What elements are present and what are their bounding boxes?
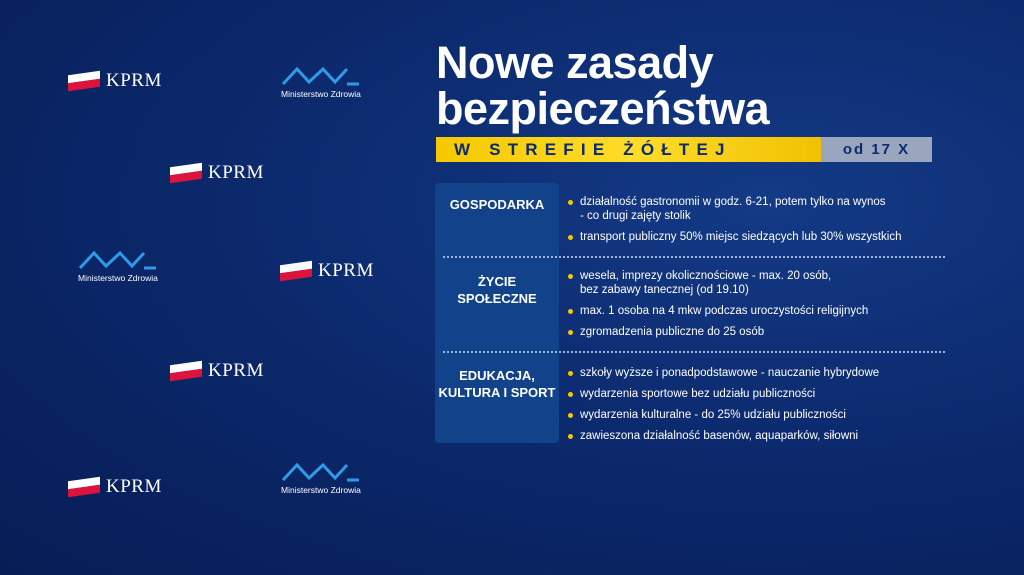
category-gospodarka: GOSPODARKA: [449, 197, 545, 212]
ministerstwo-zdrowia-logo: [281, 460, 365, 495]
bullet-icon: [568, 200, 573, 205]
list-item: zgromadzenia publiczne do 25 osób: [568, 325, 968, 339]
section-divider: [443, 351, 945, 353]
list-item: transport publiczny 50% miejsc siedzących lub 30% wszystkich: [568, 230, 968, 244]
bullet-icon: [568, 274, 573, 279]
bullet-icon: [568, 434, 573, 439]
section-divider: [443, 256, 945, 258]
kprm-logo: [68, 476, 162, 498]
bullet-icon: [568, 309, 573, 314]
kprm-logo: [170, 360, 264, 382]
polish-flag-icon: [170, 163, 202, 183]
date-badge: [821, 137, 932, 162]
ministerstwo-zdrowia-logo: [78, 248, 162, 283]
polish-flag-icon: [280, 261, 312, 281]
mz-wave-icon: [78, 248, 158, 272]
ministerstwo-zdrowia-logo: [281, 64, 365, 99]
polish-flag-icon: [170, 361, 202, 381]
category-edukacja-kultura-sport: EDUKACJA, KULTURA I SPORT: [438, 368, 556, 400]
section-gospodarka-items: [568, 195, 968, 251]
bullet-icon: [568, 330, 573, 335]
list-item: wydarzenia kulturalne - do 25% udziału publiczności: [568, 408, 968, 422]
title-line-1: Nowe zasady: [436, 37, 714, 88]
kprm-logo: [68, 70, 162, 92]
mz-wave-icon: [281, 64, 361, 88]
kprm-logo-text: KPRM: [208, 360, 264, 381]
kprm-logo: [170, 162, 264, 184]
list-item: szkoły wyższe i ponadpodstawowe - nauczanie hybrydowe: [568, 366, 968, 380]
kprm-logo-text: KPRM: [106, 476, 162, 497]
category-panel: [435, 183, 559, 443]
bullet-icon: [568, 371, 573, 376]
mz-logo-text: Ministerstwo Zdrowia: [281, 485, 361, 495]
list-item: działalność gastronomii w godz. 6-21, potem tylko na wynos - co drugi zajęty stolik: [568, 195, 968, 223]
page-title: [436, 37, 770, 134]
bullet-icon: [568, 392, 573, 397]
mz-logo-text: Ministerstwo Zdrowia: [281, 89, 361, 99]
list-item: max. 1 osoba na 4 mkw podczas uroczystości religijnych: [568, 304, 968, 318]
date-badge-text: od 17 X: [842, 141, 911, 158]
polish-flag-icon: [68, 71, 100, 91]
kprm-logo-text: KPRM: [106, 70, 162, 91]
section-zycie-spoleczne-items: [568, 269, 968, 346]
list-item: wydarzenia sportowe bez udziału publiczności: [568, 387, 968, 401]
title-line-2: bezpieczeństwa: [436, 83, 770, 134]
zone-banner: [436, 137, 830, 162]
zone-banner-text: W STREFIE ŻÓŁTEJ: [454, 139, 732, 159]
mz-logo-text: Ministerstwo Zdrowia: [78, 273, 158, 283]
kprm-logo-text: KPRM: [208, 162, 264, 183]
bullet-icon: [568, 413, 573, 418]
kprm-logo: [280, 260, 374, 282]
kprm-logo-text: KPRM: [318, 260, 374, 281]
mz-wave-icon: [281, 460, 361, 484]
polish-flag-icon: [68, 477, 100, 497]
section-edukacja-items: [568, 366, 968, 450]
list-item: zawieszona działalność basenów, aquaparków, siłowni: [568, 429, 968, 443]
list-item: wesela, imprezy okolicznościowe - max. 20 osób, bez zabawy tanecznej (od 19.10): [568, 269, 968, 297]
category-zycie-spoleczne: ŻYCIE SPOŁECZNE: [457, 274, 537, 306]
bullet-icon: [568, 235, 573, 240]
